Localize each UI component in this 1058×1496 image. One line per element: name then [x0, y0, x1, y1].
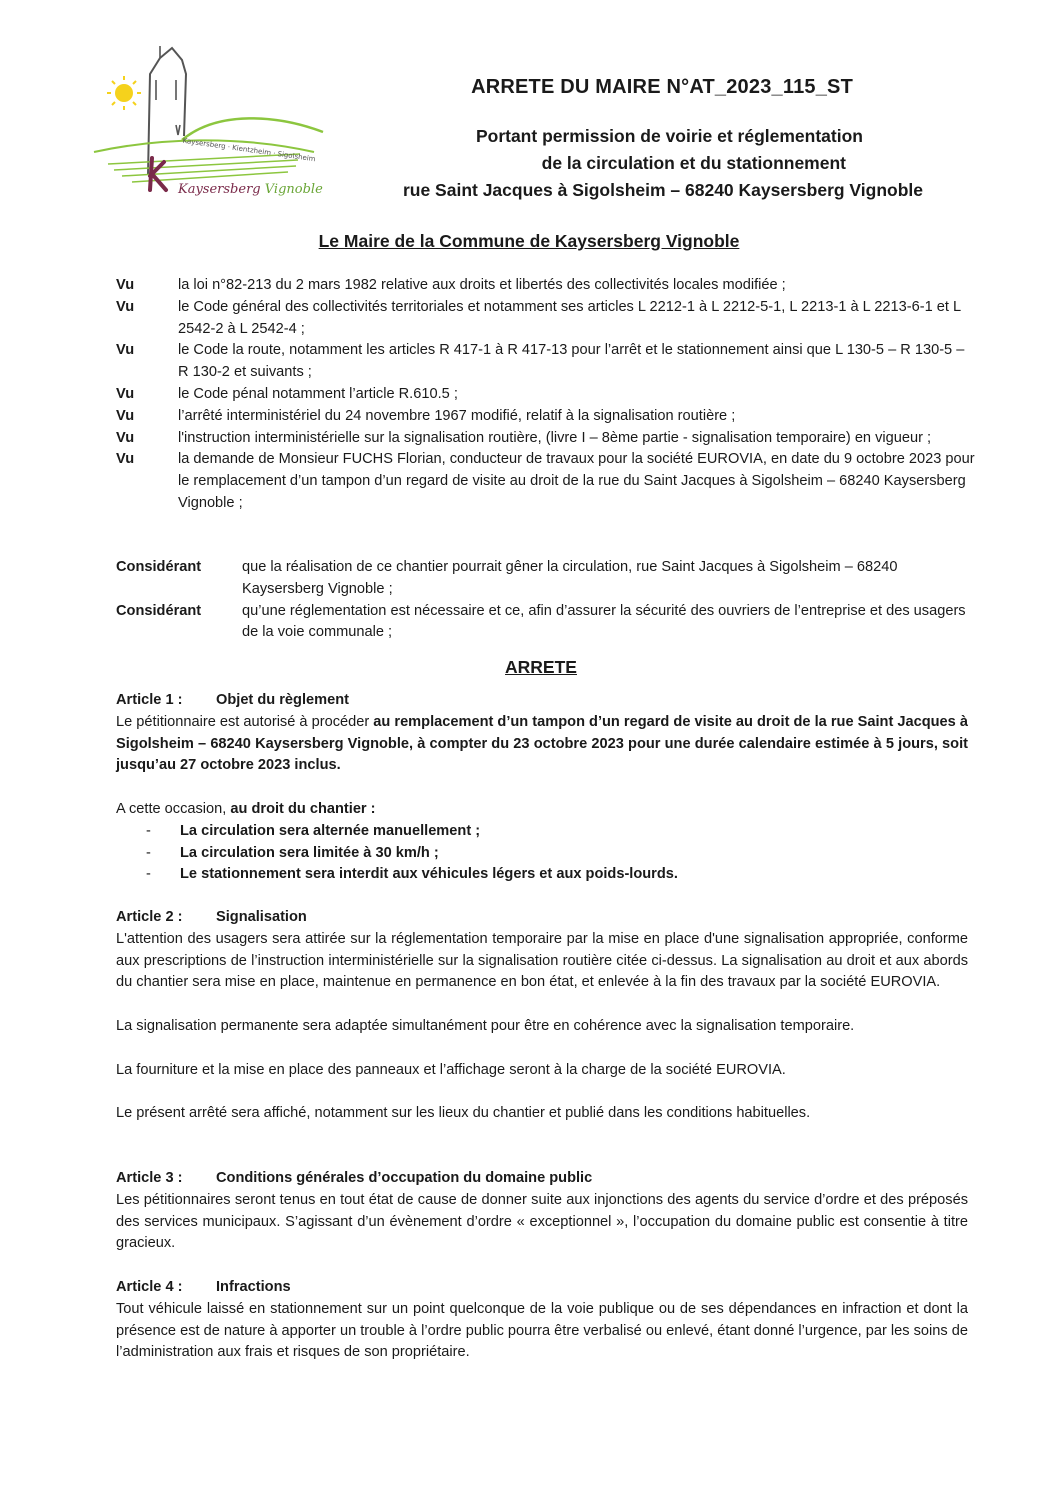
article-title: Objet du règlement [216, 692, 349, 708]
considerant-item [116, 601, 976, 645]
commune-logo [78, 40, 338, 210]
logo-small-text: Kaysersberg · Kientzheim · Sigolsheim [182, 136, 316, 164]
vu-label: Vu [116, 385, 135, 402]
article-paragraph: Le présent arrêté sera affiché, notamment sur les lieux du chantier et publié dans les conditions habituelles. [116, 1105, 811, 1122]
vu-label: Vu [116, 451, 135, 468]
article-paragraph [116, 712, 968, 777]
article-text-bold: au droit du chantier : [230, 800, 376, 817]
article-2 [116, 907, 968, 1125]
considerant-label: Considérant [116, 602, 202, 619]
article-1 [116, 690, 968, 886]
considerant-item [116, 557, 976, 601]
vu-text: le Code pénal notamment l’article R.610.5 ; [178, 385, 458, 402]
subtitle-line-2: de la circulation et du stationnement [541, 153, 846, 173]
vu-item [116, 384, 976, 406]
vu-item [116, 406, 976, 428]
vu-text: l'instruction interministérielle sur la signalisation routière, (livre I – 8ème partie - signalisation temporaire) en vigueur ; [178, 429, 932, 446]
article-title: Infractions [216, 1279, 291, 1295]
vu-text: l’arrêté interministériel du 24 novembre 1967 modifié, relatif à la signalisation routière ; [178, 407, 736, 424]
article-paragraph: L'attention des usagers sera attirée sur la réglementation temporaire par la mise en place d'une signalisation appropriée, conforme aux prescriptions de l’instruction interministérielle sur la signalisation routière citée ci-dessus. La signalisation au droit et aux abords du chantier sera mise en place, maintenue en permanence en bon état, et enlevée à la fin des travaux par la société EUROVIA. [116, 930, 968, 991]
list-item: - Le stationnement sera interdit aux véhicules légers et aux poids-lourds. [146, 864, 968, 886]
arrete-title: ARRETE DU MAIRE N°AT_2023_115_ST [471, 76, 853, 98]
article-text: Le pétitionnaire est autorisé à procéder [116, 713, 374, 730]
article-heading [116, 690, 968, 712]
vu-label: Vu [116, 342, 135, 359]
vu-list [116, 275, 976, 515]
vu-text: la loi n°82-213 du 2 mars 1982 relative aux droits et libertés des collectivités locales modifiée ; [178, 277, 786, 293]
vu-item [116, 340, 976, 384]
considerant-text: que la réalisation de ce chantier pourrait gêner la circulation, rue Saint Jacques à Sigolsheim – 68240 Kaysersberg Vignoble ; [242, 559, 898, 597]
subtitle-line-1: Portant permission de voirie et réglementation [475, 126, 863, 146]
article-number: Article 4 : [116, 1279, 183, 1295]
vu-text: le Code la route, notamment les articles R 417-1 à R 417-13 pour l’arrêt et le stationnement ainsi que L 130-5 – R 130-5 – R 130-2 et suivants ; [178, 342, 965, 381]
arrete-heading: ARRETE [505, 657, 577, 677]
article-4 [116, 1277, 968, 1364]
article-title: Signalisation [216, 909, 307, 925]
article-number: Article 2 : [116, 909, 183, 925]
logo-name-part2: Vignoble [264, 182, 323, 197]
vu-item [116, 297, 976, 341]
considerant-text: qu’une réglementation est nécessaire et ce, afin d’assurer la sécurité des ouvriers de l’entreprise et des usagers de la voie communale ; [242, 602, 966, 641]
article-paragraph: Les pétitionnaires seront tenus en tout état de cause de donner suite aux injonctions des agents du service d’ordre et des préposés des services municipaux. S’agissant d’un évènement d’ordre « exceptionnel », l’occupation du domaine public est consentie à titre gracieux. [116, 1191, 968, 1252]
vu-item [116, 449, 976, 514]
vu-text: la demande de Monsieur FUCHS Florian, conducteur de travaux pour la société EUROVIA, en date du 9 octobre 2023 pour le remplacement d’un tampon d’un regard de visite au droit de la rue du Saint Jacques à Sigolsheim – 68240 Kaysersberg Vignoble ; [178, 451, 975, 511]
considerant-label: Considérant [116, 559, 202, 575]
article-heading [116, 1168, 968, 1190]
vu-item [116, 275, 976, 297]
article-title: Conditions générales d’occupation du domaine public [216, 1170, 593, 1186]
considerant-list [116, 557, 976, 644]
article-paragraph [116, 799, 968, 821]
list-item: - La circulation sera limitée à 30 km/h ; [146, 843, 968, 865]
article-number: Article 1 : [116, 692, 183, 708]
vu-label: Vu [116, 277, 135, 293]
article-number: Article 3 : [116, 1170, 183, 1186]
article-heading [116, 907, 968, 929]
measures-list [116, 821, 968, 886]
logo-name [178, 182, 323, 197]
logo-name-part1: Kaysersberg [178, 182, 261, 197]
article-text: A cette occasion, [116, 800, 231, 817]
article-paragraph: Tout véhicule laissé en stationnement sur un point quelconque de la voie publique ou de ses dépendances en infraction et dont la présence est de nature à apporter un trouble à l’ordre public pourra être verbalisé ou enlevé, étant donné l’urgence, par les soins de l’administration aux frais et risques de son propriétaire. [116, 1300, 968, 1361]
vu-label: Vu [116, 298, 135, 315]
article-heading [116, 1277, 968, 1299]
list-item: - La circulation sera alternée manuellement ; [146, 821, 968, 843]
vu-text: le Code général des collectivités territoriales et notamment ses articles L 2212-1 à L 2212-5-1, L 2213-1 à L 2213-6-1 et L 2542-2 à L 2542-4 ; [178, 298, 961, 337]
article-paragraph: La signalisation permanente sera adaptée simultanément pour être en cohérence avec la signalisation temporaire. [116, 1017, 855, 1034]
article-3 [116, 1168, 968, 1255]
article-text-bold: au remplacement d’un tampon d’un regard de visite au droit de la rue Saint Jacques à Sigolsheim – 68240 Kaysersberg Vignoble, à compter du 23 octobre 2023 pour une durée calendaire estimée à 5 jours, soit jusqu’au 27 octobre 2023 inclus. [116, 713, 968, 774]
article-paragraph: La fourniture et la mise en place des panneaux et l’affichage seront à la charge de la société EUROVIA. [116, 1061, 786, 1078]
maire-heading: Le Maire de la Commune de Kaysersberg Vignoble [318, 231, 740, 251]
vu-item [116, 428, 976, 450]
vu-label: Vu [116, 429, 135, 446]
subtitle-line-3: rue Saint Jacques à Sigolsheim – 68240 Kaysersberg Vignoble [402, 180, 923, 200]
vu-label: Vu [116, 407, 135, 424]
